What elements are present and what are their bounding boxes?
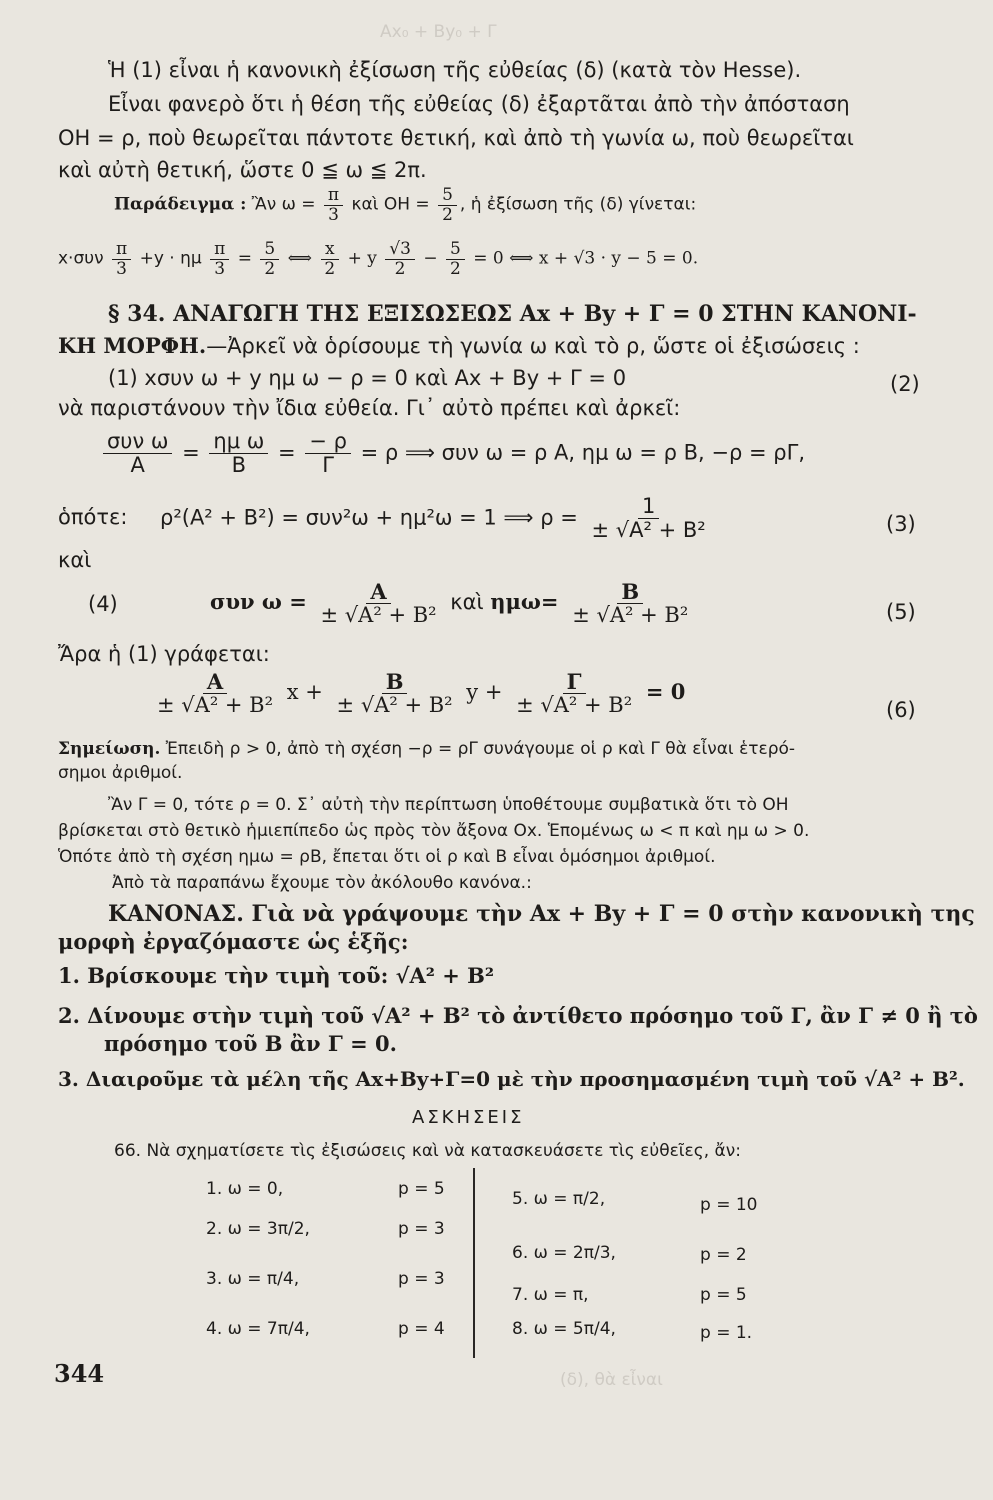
- frac-num: ημ ω: [209, 430, 268, 454]
- exercise-item: [206, 1180, 283, 1200]
- frac-num: 1: [638, 495, 659, 519]
- frac-num: συν ω: [103, 430, 172, 454]
- exercise-item: [206, 1220, 310, 1240]
- item-number: 4.: [206, 1319, 223, 1339]
- equation-number-6: (6): [886, 698, 916, 722]
- frac-den: A: [130, 453, 145, 478]
- frac-den: Γ: [322, 453, 334, 478]
- kai-2: καὶ: [450, 590, 484, 615]
- item-number: 8.: [512, 1319, 529, 1339]
- item-number: 1.: [206, 1179, 223, 1199]
- frac-num: B: [382, 670, 408, 694]
- equations-line: (1) xσυν ω + y ημ ω − ρ = 0 καὶ Ax + By + Γ = 0: [108, 366, 627, 390]
- note-line-5: Ἀπὸ τὰ παραπάνω ἔχουμε τὸν ἀκόλουθο κανόνα.:: [112, 873, 532, 893]
- frac-num: 5: [260, 240, 279, 260]
- frac-den: ± √A² + B²: [516, 693, 633, 718]
- iff-symbol: ⟺: [287, 248, 312, 269]
- rule-line-1: ΚΑΝΟΝΑΣ. Γιὰ νὰ γράψουμε τὴν Ax + By + Γ = 0 στὴν κανονικὴ της: [108, 901, 975, 927]
- frac-num: 5: [446, 240, 465, 260]
- frac-den: 3: [214, 258, 226, 279]
- exercise-item: [206, 1270, 299, 1290]
- frac-num: B: [617, 580, 643, 604]
- equation-number-5: (5): [886, 600, 916, 624]
- exercise-item: [512, 1244, 616, 1264]
- frac-den: ± √A² + B²: [320, 603, 437, 628]
- note-line-4: Ὁπότε ἀπὸ τὴ σχέση ημω = ρB, ἔπεται ὅτι οἱ ρ καὶ B εἶναι ὁμόσημοι ἀριθμοί.: [58, 847, 716, 867]
- frac-num: A: [366, 580, 390, 604]
- eq-sign: =: [237, 248, 252, 269]
- exercise-item-p: p = 5: [398, 1179, 445, 1199]
- item-omega: ω = π/4,: [227, 1269, 300, 1289]
- note-label: Σημείωση.: [58, 739, 161, 759]
- eq-zero: = 0: [473, 248, 504, 269]
- item-omega: ω = 7π/4,: [227, 1319, 310, 1339]
- example-label: Παράδειγμα :: [114, 194, 247, 215]
- ratio-line: $\frac{\text{συν ω}}{A}$ = $\frac{\text{ημ ω}}{B}$ = $\frac{- \rho}{\Gamma}$ = ρ ⟹ συν ω = ρ A, ημ ω = ρ B, −ρ = ρΓ,: [100, 430, 805, 477]
- ratio-tail: = ρ ⟹ συν ω = ρ A, ημ ω = ρ B, −ρ = ρΓ,: [360, 440, 805, 465]
- rule-line-2: μορφὴ ἐργαζόμαστε ὡς ἑξῆς:: [58, 929, 409, 954]
- sin-eq: ημω=: [490, 589, 559, 615]
- rho-eq-text: ρ²(A² + B²) = συν²ω + ημ²ω = 1 ⟹ ρ =: [160, 505, 578, 530]
- iff-symbol: ⟺: [509, 248, 534, 269]
- minus-sign: −: [423, 248, 438, 269]
- note-text-1: Ἐπειδὴ ρ > 0, ἀπὸ τὴ σχέση −ρ = ρΓ συνάγουμε οἱ ρ καὶ Γ θὰ εἶναι ἑτερό-: [165, 739, 796, 759]
- frac-num: π: [112, 240, 131, 260]
- item-number: 6.: [512, 1243, 529, 1263]
- frac-den: 3: [116, 258, 127, 279]
- frac-num: x: [321, 240, 339, 260]
- frac-den: ± √A² + B²: [572, 603, 689, 628]
- bleed-through-text: Ax₀ + By₀ + Γ: [380, 22, 497, 42]
- frac-den: 2: [449, 258, 461, 279]
- note-line-3: βρίσκεται στὸ θετικὸ ἡμιεπίπεδο ὡς πρὸς τὸν ἄξονα Ox. Ἑπομένως ω < π καὶ ημ ω > 0.: [58, 821, 810, 841]
- frac-num: π: [210, 240, 229, 260]
- example-line: [114, 186, 696, 224]
- intro-line-4: καὶ αὐτὴ θετική, ὥστε 0 ≦ ω ≦ 2π.: [58, 158, 427, 182]
- rule-step-3: 3. Διαιροῦμε τὰ μέλη τῆς Ax+By+Γ=0 μὲ τὴν προσημασμένη τιμὴ τοῦ √A² + B².: [58, 1067, 965, 1091]
- section-heading-1: § 34. ΑΝΑΓΩΓΗ ΤΗΣ ΕΞΙΣΩΣΕΩΣ Ax + By + Γ = 0 ΣΤΗΝ ΚΑΝΟΝΙ-: [108, 301, 917, 327]
- section-heading-2a: ΚΗ ΜΟΡΦΗ.: [58, 333, 207, 358]
- frac-num: − ρ: [305, 430, 351, 454]
- frac-den: 3: [328, 204, 339, 225]
- ara-line: Ἄρα ἡ (1) γράφεται:: [58, 642, 270, 666]
- exercise-item: [512, 1190, 605, 1210]
- example-text-1: Ἂν ω =: [251, 194, 316, 215]
- frac-num: π: [324, 186, 343, 206]
- rule-step-2a: 2. Δίνουμε στὴν τιμὴ τοῦ √A² + B² τὸ ἀντίθετο πρόσημο τοῦ Γ, ἂν Γ ≠ 0 ἢ τὸ: [58, 1003, 978, 1028]
- equation-number-3: (3): [886, 512, 916, 536]
- column-divider: [473, 1168, 475, 1358]
- intro-line-3: OH = ρ, ποὺ θεωρεῖται πάντοτε θετική, καὶ ἀπὸ τὴ γωνία ω, ποὺ θεωρεῖται: [58, 126, 854, 150]
- rho-equation: [160, 495, 713, 542]
- exercises-title: ΑΣΚΗΣΕΙΣ: [412, 1107, 525, 1128]
- page-number: 344: [54, 1359, 105, 1388]
- intro-line-2: Εἶναι φανερὸ ὅτι ἡ θέση τῆς εὐθείας (δ) ἐξαρτᾶται ἀπὸ τὴν ἀπόσταση: [108, 92, 850, 116]
- opote-label: ὁπότε:: [58, 505, 128, 529]
- example-text-2: καὶ OH =: [351, 194, 430, 215]
- cos-eq: συν ω =: [210, 589, 307, 615]
- rule-step-1: 1. Βρίσκουμε τὴν τιμὴ τοῦ: √A² + B²: [58, 963, 495, 988]
- equation-number-4: (4): [88, 592, 118, 616]
- normal-form-equation: [150, 670, 685, 717]
- frac-den: ± √A² + B²: [591, 518, 706, 543]
- exercise-item-p: p = 10: [700, 1195, 758, 1215]
- example-equation: [58, 240, 698, 278]
- frac-num: A: [203, 670, 227, 694]
- eq-final: x + √3 · y − 5 = 0.: [538, 248, 699, 269]
- frac-den: ± √A² + B²: [157, 693, 274, 718]
- item-omega: ω = 5π/4,: [533, 1319, 616, 1339]
- item-omega: ω = π/2,: [533, 1189, 606, 1209]
- item-omega: ω = 3π/2,: [227, 1219, 310, 1239]
- eq-left: x·συν: [58, 248, 104, 269]
- item-number: 5.: [512, 1189, 529, 1209]
- frac-den: ± √A² + B²: [336, 693, 453, 718]
- represent-line: νὰ παριστάνουν τὴν ἴδια εὐθεία. Γι᾽ αὐτὸ πρέπει καὶ ἀρκεῖ:: [58, 396, 681, 420]
- exercise-item-p: p = 4: [398, 1319, 445, 1339]
- exercise-item-p: p = 3: [398, 1219, 445, 1239]
- item-omega: ω = 2π/3,: [533, 1243, 616, 1263]
- item-omega: ω = π,: [533, 1285, 589, 1305]
- item-number: 3.: [206, 1269, 223, 1289]
- item-number: 2.: [206, 1219, 223, 1239]
- exercise-item: [512, 1286, 589, 1306]
- exercise-item: [512, 1320, 616, 1340]
- plus-y: + y: [347, 248, 377, 269]
- y-plus: y +: [466, 680, 503, 705]
- bleed-through-text: (δ), θὰ εἶναι: [560, 1370, 663, 1390]
- frac-num: 5: [438, 186, 457, 206]
- frac-den: 2: [394, 258, 406, 279]
- kai-label: καὶ: [58, 548, 92, 572]
- frac-num: Γ: [563, 670, 586, 694]
- note-line-1: [58, 740, 795, 760]
- section-heading-2: [58, 334, 860, 358]
- note-line-1b: σημοι ἀριθμοί.: [58, 763, 183, 783]
- x-plus: x +: [286, 680, 323, 705]
- rule-step-2b: πρόσημο τοῦ B ἂν Γ = 0.: [104, 1031, 397, 1056]
- note-line-2: Ἂν Γ = 0, τότε ρ = 0. Σ᾽ αὐτὴ τὴν περίπτωση ὑποθέτουμε συμβατικὰ ὅτι τὸ OH: [108, 795, 789, 815]
- frac-den: 2: [324, 258, 336, 279]
- item-number: 7.: [512, 1285, 529, 1305]
- cos-sin-equations: [210, 580, 695, 627]
- frac-den: 2: [264, 258, 276, 279]
- item-omega: ω = 0,: [227, 1179, 284, 1199]
- exercise-item-p: p = 1.: [700, 1323, 753, 1343]
- exercise-item-p: p = 2: [700, 1245, 747, 1265]
- exercise-item: [206, 1320, 310, 1340]
- exercise-item-p: p = 3: [398, 1269, 445, 1289]
- eq-zero: = 0: [645, 679, 686, 705]
- frac-den: B: [231, 453, 247, 478]
- section-heading-2b: —Ἀρκεῖ νὰ ὁρίσουμε τὴ γωνία ω καὶ τὸ ρ, ὥστε οἱ ἐξισώσεις :: [206, 334, 860, 358]
- equation-number-2: (2): [890, 372, 920, 396]
- eq-mid: +y · ημ: [139, 248, 202, 269]
- frac-den: 2: [442, 204, 453, 225]
- frac-num: √3: [385, 240, 415, 260]
- exercise-item-p: p = 5: [700, 1285, 747, 1305]
- example-text-3: , ἡ ἐξίσωση τῆς (δ) γίνεται:: [459, 194, 697, 215]
- intro-line-1: Ἡ (1) εἶναι ἡ κανονικὴ ἐξίσωση τῆς εὐθείας (δ) (κατὰ τὸν Hesse).: [108, 58, 802, 82]
- exercises-intro: 66. Νὰ σχηματίσετε τὶς ἐξισώσεις καὶ νὰ κατασκευάσετε τὶς εὐθεῖες, ἄν:: [114, 1141, 741, 1161]
